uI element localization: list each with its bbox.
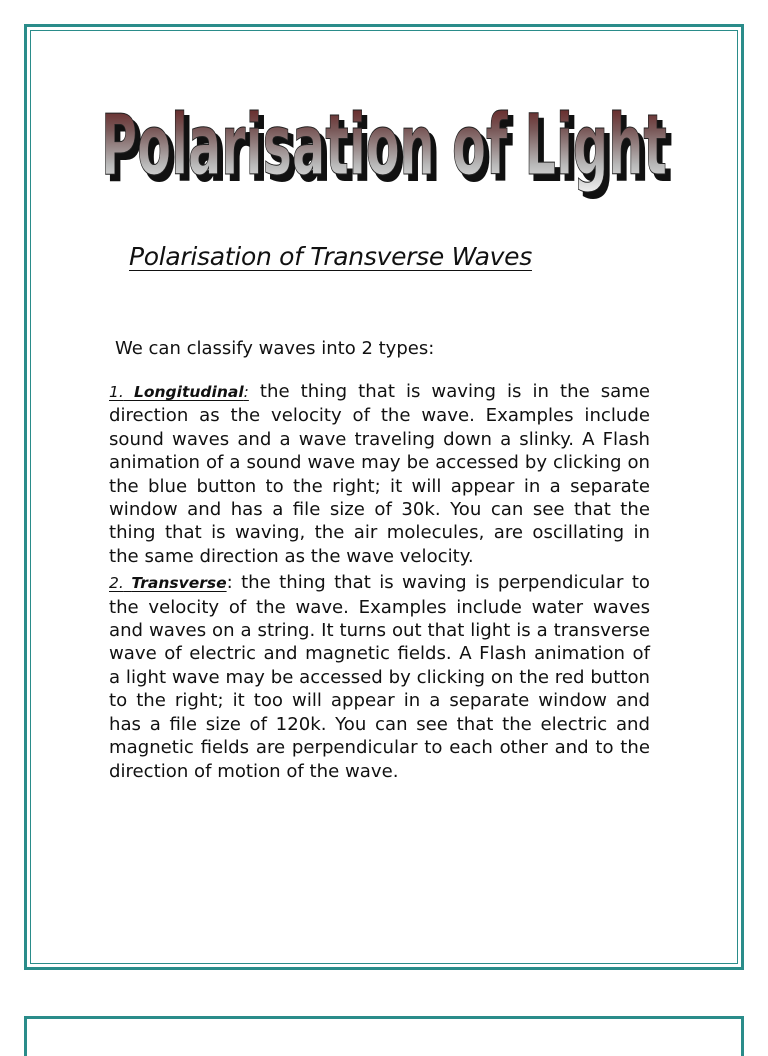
term-label bbox=[109, 383, 249, 401]
word-art-title bbox=[86, 78, 682, 208]
term-name: Transverse bbox=[131, 574, 227, 593]
item-number: 2. bbox=[109, 574, 124, 593]
section-heading: Polarisation of Transverse Waves bbox=[129, 242, 532, 271]
list-item bbox=[109, 571, 650, 783]
separator: : bbox=[226, 572, 242, 594]
list-item bbox=[109, 380, 650, 568]
item-number: 1. bbox=[109, 383, 124, 401]
intro-text: We can classify waves into 2 types: bbox=[115, 338, 435, 359]
next-page-border bbox=[24, 1016, 744, 1056]
term-name: Longitudinal bbox=[134, 383, 244, 401]
page-title: Polarisation of Light bbox=[101, 96, 667, 194]
term-label bbox=[109, 574, 227, 592]
item-description: the thing that is waving is in the same direction as the velocity of the wave. Examples include sound waves and a wave traveling down a slinky. A Flash animation of a sound wave may be accessed by clicking on the blue button to the right; it will appear in a separate window and has a file size of 30k. You can see that the thing that is waving, the air molecules, are oscillating in the same direction as the wave velocity. bbox=[109, 381, 650, 567]
body-text bbox=[109, 380, 650, 783]
item-description: the thing that is waving is perpendicular to the velocity of the wave. Examples include water waves and waves on a string. It turns out that light is a transverse wave of electric and magnetic fields. A Flash animation of a light wave may be accessed by clicking on the red button to the right; it too will appear in a separate window and has a file size of 120k. You can see that the electric and magnetic fields are perpendicular to each other and to the direction of motion of the wave. bbox=[109, 572, 650, 782]
term-suffix: : bbox=[243, 383, 249, 401]
title-shadow: Polarisation of Light bbox=[106, 102, 672, 200]
separator bbox=[249, 381, 260, 402]
